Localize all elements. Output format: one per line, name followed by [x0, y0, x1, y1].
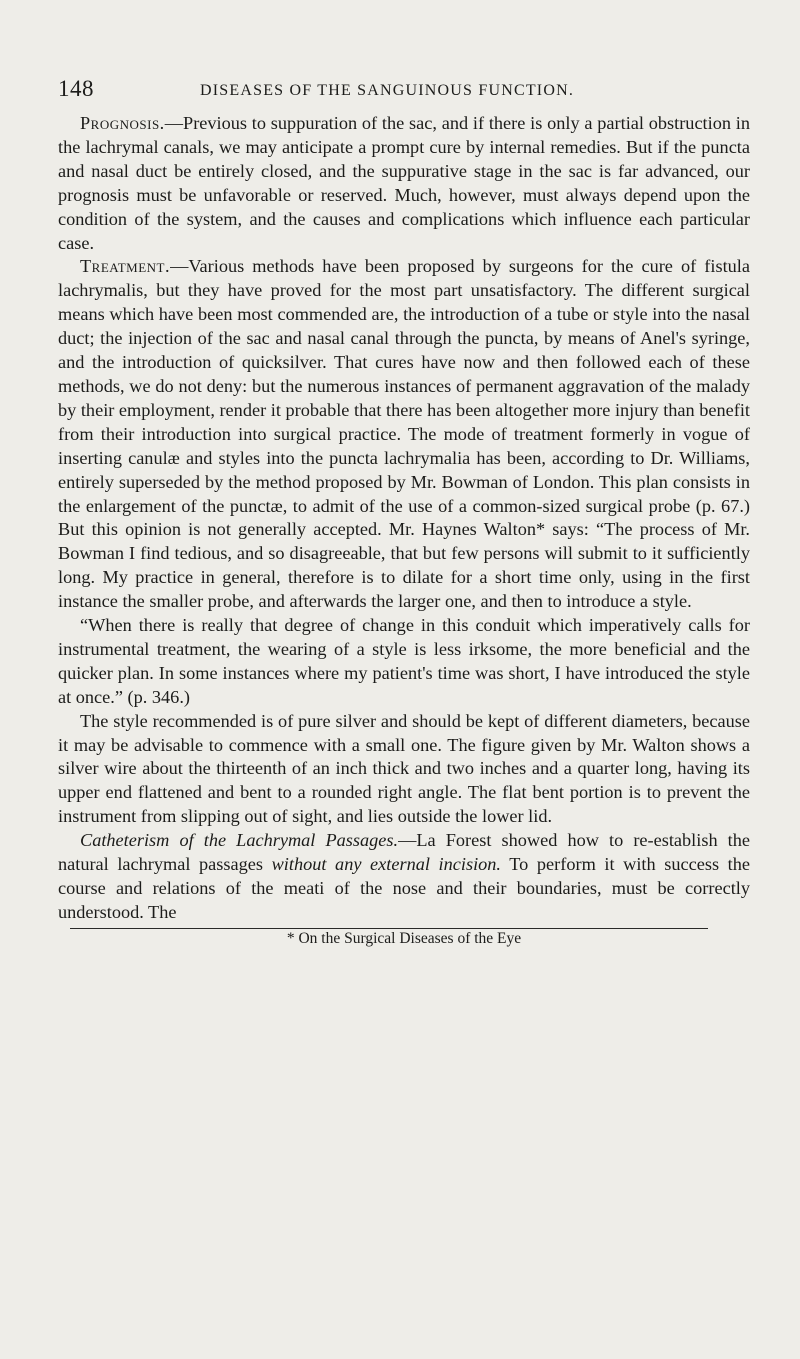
lead-separator: —	[164, 113, 184, 133]
footnote: * On the Surgical Diseases of the Eye	[286, 929, 522, 947]
paragraph-catheterism	[58, 829, 750, 925]
paragraph-text: To perform it with success the course and relations of the meati of the nose and their boundaries, must be correctly understood. The	[58, 854, 750, 922]
paragraph-prognosis	[58, 112, 750, 255]
paragraph-text: “When there is really that degree of change in this conduit which imperatively calls for instrumental treatment, the wearing of a style is less irksome, the more beneficial and the quicker plan. In some instances where my patient's time was short, I have introduced the style at once.” (p. 346.)	[58, 615, 750, 707]
section-lead-catheterism: Catheterism of the Lachrymal Passages.	[80, 830, 399, 851]
page-number: 148	[58, 76, 94, 101]
body-text	[58, 112, 750, 925]
page-header	[58, 72, 750, 112]
paragraph-text: La Forest showed how to re-establish the natural lachrymal passages	[58, 830, 751, 875]
paragraph-emphasis: without any external incision.	[271, 854, 502, 875]
paragraph-style	[58, 710, 750, 830]
lead-separator: —	[170, 256, 189, 277]
section-lead-prognosis: Prognosis.	[80, 113, 165, 133]
running-head: DISEASES OF THE SANGUINOUS FUNCTION.	[200, 82, 575, 99]
section-lead-treatment: Treatment.	[80, 256, 171, 277]
paragraph-treatment	[58, 255, 750, 614]
paragraph-text: Various methods have been proposed by surgeons for the cure of fistula lachrymalis, but they have proved for the most part unsatisfactory. The different surgical means which have been most commended are, the introduction of a tube or style into the nasal duct; the injection of the sac and nasal canal through the puncta, by means of Anel's syringe, and the introduction of quicksilver. That cures have now and then followed each of these methods, we do not deny: but the numerous instances of permanent aggravation of the malady by their employment, render it probable that there has been altogether more injury than benefit from their introduction into surgical practice. The mode of treatment formerly in vogue of inserting canulæ and styles into the puncta lachrymalia has been, according to Dr. Williams, entirely superseded by the method proposed by Mr. Bowman of London. This plan consists in the enlargement of the punctæ, to admit of the use of a common-sized surgical probe (p. 67.) But this opinion is not generally accepted. Mr. Haynes Walton* says: “The process of Mr. Bowman I find tedious, and so disagreeable, that but few persons will submit to it sufficiently long. My practice in general, therefore is to dilate for a short time only, using in the first instance the smaller probe, and afterwards the larger one, and then to introduce a style.	[58, 256, 750, 612]
paragraph-text: Previous to suppuration of the sac, and if there is only a partial obstruction in the lachrymal canals, we may anticipate a prompt cure by internal remedies. But if the puncta and nasal duct be entirely closed, and the suppurative stage in the sac is far advanced, our prognosis must be unfavorable or reserved. Much, however, must always depend upon the condition of the system, and the causes and complications which influence each particular case.	[58, 113, 750, 253]
paragraph-text: The style recommended is of pure silver and should be kept of different diameters, because it may be advisable to commence with a small one. The figure given by Mr. Walton shows a silver wire about the thirteenth of an inch thick and two inches and a quarter long, having its upper end flattened and bent to a rounded right angle. The flat bent portion is to prevent the instrument from slipping out of sight, and lies outside the lower lid.	[58, 710, 750, 827]
lead-separator: —	[398, 830, 417, 851]
book-page	[58, 72, 750, 949]
paragraph-quotation	[58, 614, 750, 710]
